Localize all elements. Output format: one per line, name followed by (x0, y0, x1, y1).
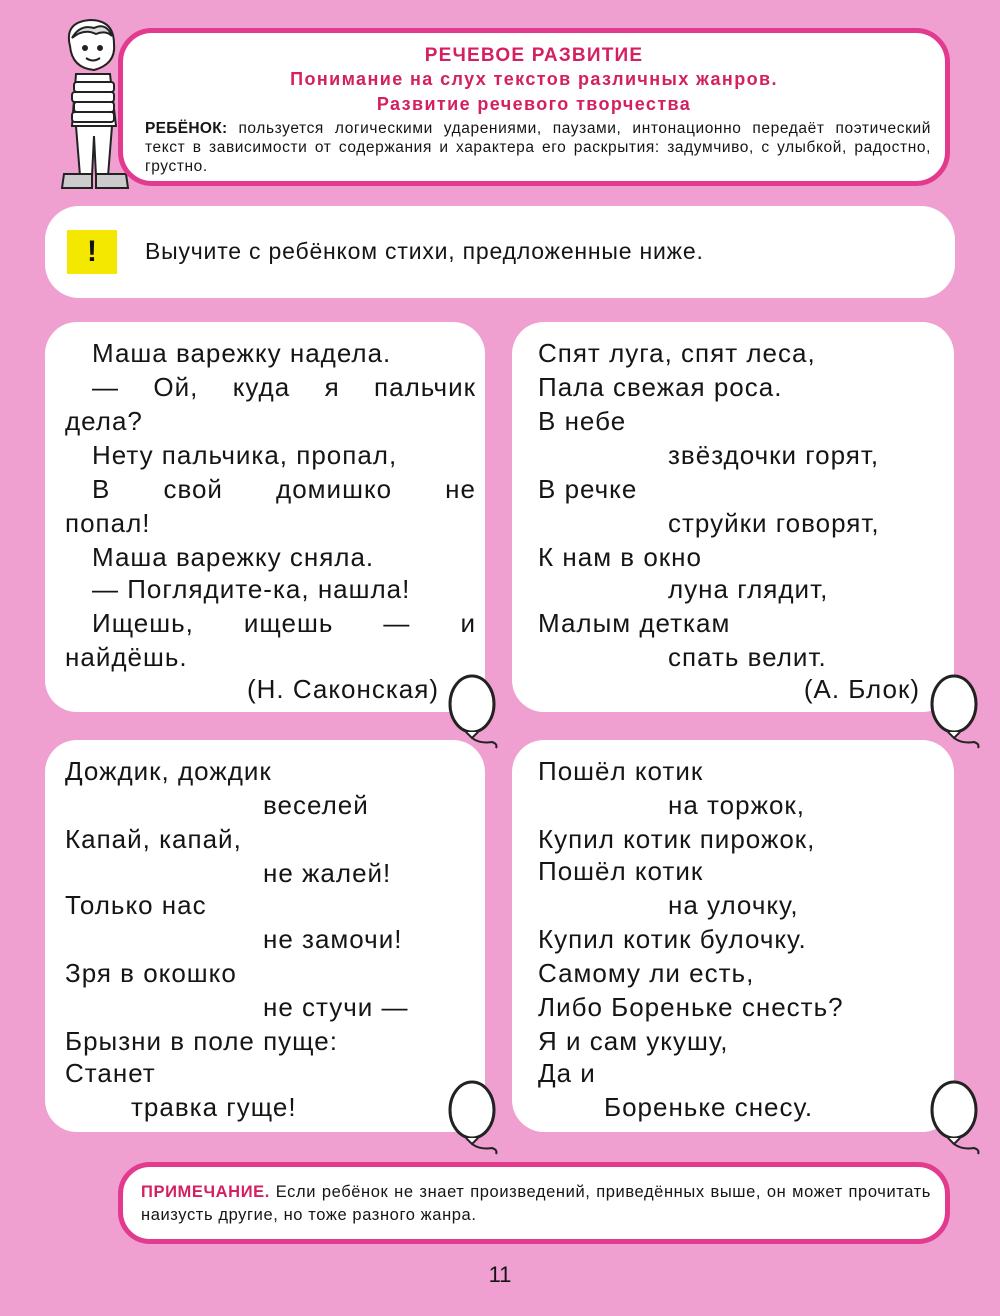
poem-line: на улочку, (668, 890, 799, 920)
poem-line: Спят луга, спят леса, (538, 338, 816, 368)
poem-line: не стучи — (263, 992, 409, 1022)
poem-line: на торжок, (668, 790, 806, 820)
poem-line: — Поглядите-ка, нашла! (92, 574, 411, 604)
note-body: Если ребёнок не знает произведений, приведённых выше, он может прочитать наизусть другие, но тоже разного жанра. (141, 1183, 932, 1224)
poem-line: Пошёл котик (538, 756, 704, 786)
poem-line: — Ой, куда я пальчик (92, 372, 476, 402)
poem-line: Дождик, дождик (65, 756, 272, 786)
balloon-icon (926, 672, 986, 752)
poem-line: веселей (263, 790, 369, 820)
balloon-icon (444, 672, 504, 752)
exclamation-icon: ! (67, 230, 117, 274)
poem-line: найдёшь. (65, 642, 188, 672)
poem-line: Только нас (65, 890, 207, 920)
poem-line: Станет (65, 1058, 156, 1088)
page-number: 11 (488, 1262, 512, 1287)
poem-line: Малым деткам (538, 608, 731, 638)
section-title: РЕЧЕВОЕ РАЗВИТИЕ (424, 45, 644, 66)
poem-line: не замочи! (263, 924, 403, 954)
poem-line: Пошёл котик (538, 856, 704, 886)
balloon-icon (926, 1078, 986, 1158)
poem-line: Либо Бореньке снесть? (538, 992, 844, 1022)
poem-line: Зря в окошко (65, 958, 237, 988)
poem-line: К нам в окно (538, 542, 702, 572)
poem-line: попал! (65, 508, 151, 538)
section-header (118, 28, 950, 186)
poem-line: Я и сам укушу, (538, 1026, 729, 1056)
poem-author: (А. Блок) (803, 674, 920, 704)
section-subtitle-line1: Понимание на слух текстов различных жанров. (290, 69, 778, 89)
poem-line: Ищешь, ищешь — и (92, 608, 476, 638)
instruction-box (45, 206, 955, 298)
poem-line: звёздочки горят, (668, 440, 880, 470)
poem-card-2 (512, 322, 954, 712)
child-description (145, 119, 931, 176)
poem-line: В речке (538, 474, 638, 504)
poem-line: Капай, капай, (65, 824, 242, 854)
instruction-text: Выучите с ребёнком стихи, предложенные ниже. (145, 238, 704, 264)
section-subtitle-line2: Развитие речевого творчества (376, 94, 692, 114)
poem-line: Маша варежку надела. (92, 338, 392, 368)
note-label: ПРИМЕЧАНИЕ. (141, 1183, 270, 1201)
poem-line: Самому ли есть, (538, 958, 755, 988)
poem-line: спать велит. (668, 642, 827, 672)
balloon-icon (444, 1078, 504, 1158)
poem-card-3 (45, 740, 485, 1132)
child-text: пользуется логическими ударениями, паузами, интонационно передаёт поэтический текст в зависимости от содержания и характера его раскрытия: задумчиво, с улыбкой, радостно, грустно. (145, 120, 931, 175)
poem-line: Брызни в поле пуще: (65, 1026, 338, 1056)
poem-line: Бореньке снесу. (604, 1092, 814, 1122)
poem-line: Купил котик булочку. (538, 924, 807, 954)
poem-author: (Н. Саконская) (246, 674, 439, 704)
note-text (141, 1181, 931, 1227)
poem-line: Маша варежку сняла. (92, 542, 375, 572)
note-box (118, 1162, 950, 1244)
poem-line: струйки говорят, (668, 508, 880, 538)
poem-line: Нету пальчика, пропал, (92, 440, 398, 470)
poem-card-1 (45, 322, 485, 712)
poem-line: В свой домишко не (92, 474, 476, 504)
poem-line: не жалей! (263, 858, 392, 888)
poem-line: луна глядит, (668, 574, 829, 604)
poem-line: Пала свежая роса. (538, 372, 783, 402)
poem-line: травка гуще! (131, 1092, 297, 1122)
poem-line: В небе (538, 406, 627, 436)
poem-line: Да и (538, 1058, 596, 1088)
child-label: РЕБЁНОК: (145, 120, 228, 137)
poem-line: дела? (65, 406, 143, 436)
poem-card-4 (512, 740, 954, 1132)
poem-line: Купил котик пирожок, (538, 824, 816, 854)
